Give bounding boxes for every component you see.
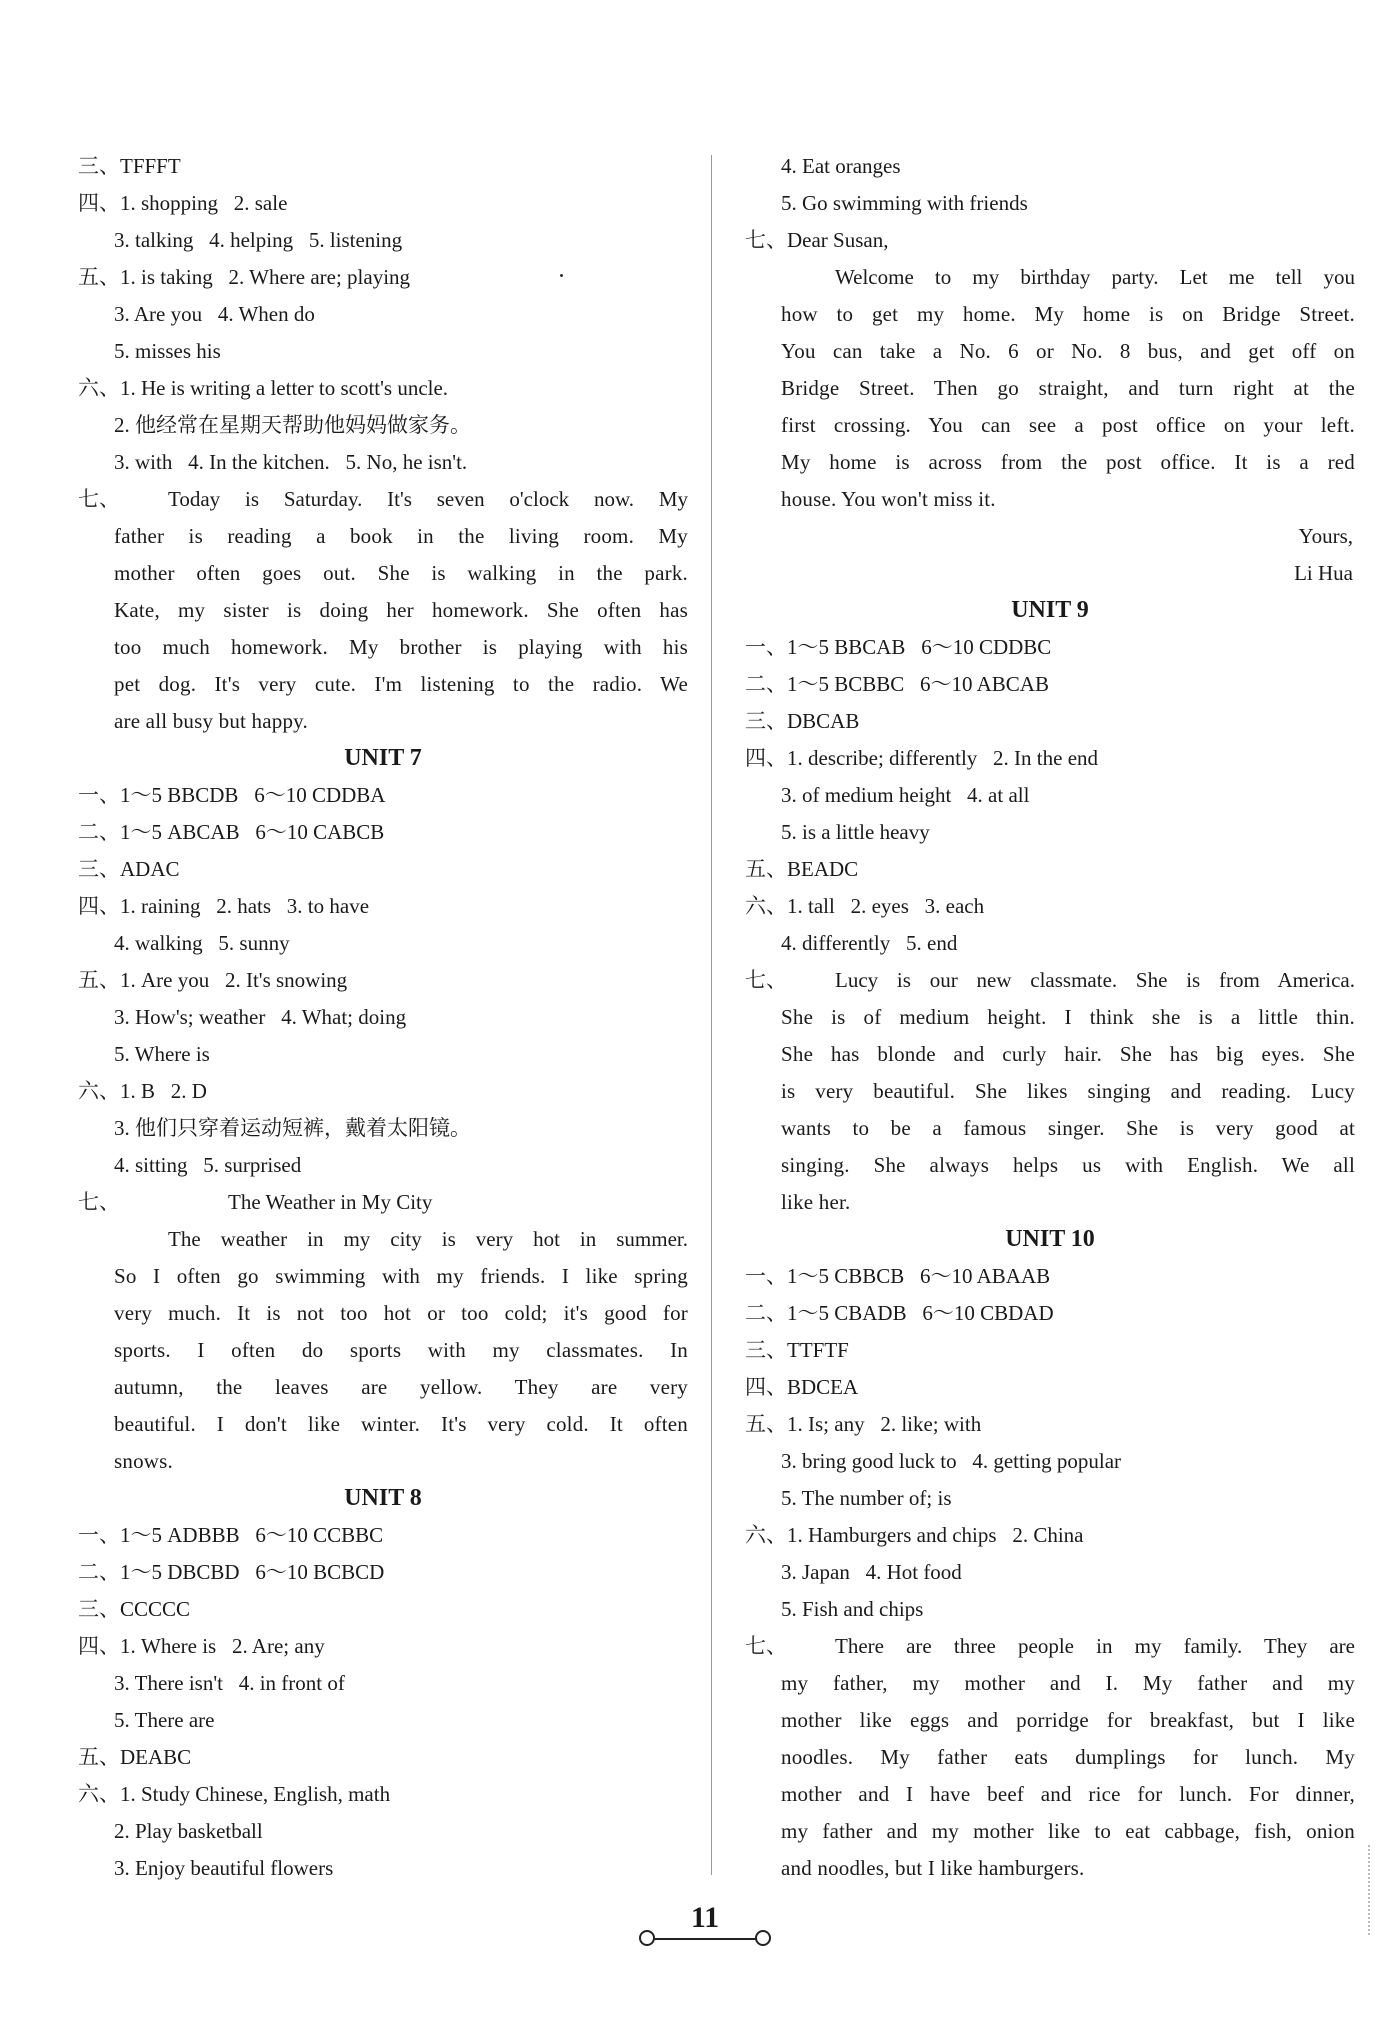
answer-line: 二、1～5 BCBBC 6～10 ABCAB	[745, 672, 1049, 696]
essay-text: Today is Saturday. It's seven o'clock now. My	[168, 487, 688, 511]
essay-line: singing. She always helps us with English. We all	[781, 1153, 1355, 1177]
essay-first-line	[745, 259, 1355, 296]
unit-heading: UNIT 9	[1011, 597, 1089, 623]
answer-line: 六、1. He is writing a letter to scott's uncle.	[78, 376, 449, 400]
answer-line: 5. is a little heavy	[781, 820, 930, 844]
essay-line: Bridge Street. Then go straight, and turn right at the	[781, 376, 1355, 400]
answer-line: 2. 他经常在星期天帮助他妈妈做家务。	[114, 413, 471, 437]
essay-title: The Weather in My City	[228, 1190, 433, 1214]
essay-line: how to get my home. My home is on Bridge Street.	[781, 302, 1355, 326]
answer-line: 3. There isn't 4. in front of	[114, 1671, 345, 1695]
essay-line: father is reading a book in the living room. My	[114, 524, 688, 548]
essay-line: You can take a No. 6 or No. 8 bus, and get off on	[781, 339, 1355, 363]
essay-line: house. You won't miss it.	[781, 487, 996, 511]
answer-line: 二、1～5 ABCAB 6～10 CABCB	[78, 820, 385, 844]
essay-line: snows.	[114, 1449, 173, 1473]
answer-line: 五、DEABC	[78, 1745, 192, 1769]
margin-dotted-rule	[1368, 1845, 1372, 1935]
answer-line: 3. of medium height 4. at all	[781, 783, 1030, 807]
ink-speck	[560, 274, 563, 277]
essay-text: There are three people in my family. They are	[835, 1634, 1355, 1658]
answer-line: 四、BDCEA	[745, 1375, 859, 1399]
answer-line: 4. differently 5. end	[781, 931, 958, 955]
essay-text: Lucy is our new classmate. She is from America.	[835, 968, 1355, 992]
letter-signoff: Li Hua	[1294, 561, 1353, 585]
answer-line: 三、TFFFT	[78, 154, 181, 178]
essay-line: like her.	[781, 1190, 851, 1214]
answer-line: 四、1. describe; differently 2. In the end	[745, 746, 1099, 770]
answer-line: 3. bring good luck to 4. getting popular	[781, 1449, 1122, 1473]
answer-line: 5. There are	[114, 1708, 215, 1732]
answer-line: 3. 他们只穿着运动短裤，戴着太阳镜。	[114, 1116, 471, 1140]
answer-line: 三、DBCAB	[745, 709, 860, 733]
answer-line: 3. Enjoy beautiful flowers	[114, 1856, 334, 1880]
answer-line: 六、1. B 2. D	[78, 1079, 207, 1103]
answer-line: 四、1. raining 2. hats 3. to have	[78, 894, 370, 918]
answer-line: 4. Eat oranges	[781, 154, 901, 178]
answer-line: 三、TTFTF	[745, 1338, 849, 1362]
answer-line: 二、1～5 CBADB 6～10 CBDAD	[745, 1301, 1054, 1325]
answer-line: 一、1～5 ADBBB 6～10 CCBBC	[78, 1523, 384, 1547]
essay-line: mother like eggs and porridge for breakfast, but I like	[781, 1708, 1355, 1732]
essay-line: mother and I have beef and rice for lunch. For dinner,	[781, 1782, 1355, 1806]
essay-line: too much homework. My brother is playing with his	[114, 635, 688, 659]
answer-line: 3. talking 4. helping 5. listening	[114, 228, 403, 252]
essay-line: sports. I often do sports with my classmates. In	[114, 1338, 688, 1362]
answer-line: 3. How's; weather 4. What; doing	[114, 1005, 407, 1029]
answer-line: 3. with 4. In the kitchen. 5. No, he isn't.	[114, 450, 468, 474]
page-number-box	[653, 1898, 757, 1940]
answer-line: 一、1～5 BBCAB 6～10 CDDBC	[745, 635, 1052, 659]
essay-line: are all busy but happy.	[114, 709, 308, 733]
section-label: 七、	[745, 1634, 787, 1658]
answer-line: 一、1～5 BBCDB 6～10 CDDBA	[78, 783, 386, 807]
essay-line: autumn, the leaves are yellow. They are very	[114, 1375, 688, 1399]
answer-line: 4. sitting 5. surprised	[114, 1153, 302, 1177]
essay-line: my father and my mother like to eat cabbage, fish, onion	[781, 1819, 1355, 1843]
answer-line: 二、1～5 DBCBD 6～10 BCBCD	[78, 1560, 385, 1584]
answer-line: 五、1. is taking 2. Where are; playing	[78, 265, 411, 289]
essay-first-line	[78, 481, 688, 518]
section-label: 七、	[78, 487, 120, 511]
answer-line: 四、1. shopping 2. sale	[78, 191, 288, 215]
page-number-right-ornament	[755, 1930, 771, 1946]
essay-text: The weather in my city is very hot in summer.	[168, 1227, 688, 1251]
essay-line: beautiful. I don't like winter. It's very cold. It often	[114, 1412, 688, 1436]
answer-line: 4. walking 5. sunny	[114, 931, 290, 955]
letter-signoff: Yours,	[1298, 524, 1353, 548]
essay-first-line	[745, 1628, 1355, 1665]
essay-line: wants to be a famous singer. She is very good at	[781, 1116, 1355, 1140]
unit-heading: UNIT 8	[344, 1485, 422, 1511]
essay-line: My home is across from the post office. It is a red	[781, 450, 1355, 474]
answer-line: 5. Fish and chips	[781, 1597, 924, 1621]
essay-line: very much. It is not too hot or too cold; it's good for	[114, 1301, 688, 1325]
essay-title-line	[78, 1184, 688, 1221]
answer-line: 五、1. Is; any 2. like; with	[745, 1412, 982, 1436]
essay-text: Welcome to my birthday party. Let me tell you	[835, 265, 1355, 289]
answer-line: 六、1. Study Chinese, English, math	[78, 1782, 391, 1806]
answer-line: 5. Go swimming with friends	[781, 191, 1028, 215]
essay-line: and noodles, but I like hamburgers.	[781, 1856, 1085, 1880]
page-number: 11	[690, 1901, 720, 1934]
answer-line: 四、1. Where is 2. Are; any	[78, 1634, 325, 1658]
section-label: 七、	[745, 968, 787, 992]
answer-line: 5. Where is	[114, 1042, 210, 1066]
answer-line: 三、CCCCC	[78, 1597, 191, 1621]
answer-line: 六、1. Hamburgers and chips 2. China	[745, 1523, 1084, 1547]
answer-line: 一、1～5 CBBCB 6～10 ABAAB	[745, 1264, 1051, 1288]
unit-heading: UNIT 10	[1005, 1226, 1095, 1252]
right-answer-column	[745, 148, 1355, 1887]
answer-line: 六、1. tall 2. eyes 3. each	[745, 894, 985, 918]
column-divider	[711, 155, 712, 1875]
answer-line: 2. Play basketball	[114, 1819, 263, 1843]
section-label: 七、	[78, 1190, 120, 1214]
answer-line: 三、ADAC	[78, 857, 180, 881]
answer-line: 3. Japan 4. Hot food	[781, 1560, 962, 1584]
answer-line: 3. Are you 4. When do	[114, 302, 315, 326]
essay-first-line	[78, 1221, 688, 1258]
answer-line: 七、Dear Susan,	[745, 228, 889, 252]
unit-heading: UNIT 7	[344, 745, 422, 771]
answer-line: 5. misses his	[114, 339, 221, 363]
essay-line: my father, my mother and I. My father and my	[781, 1671, 1355, 1695]
essay-first-line	[745, 962, 1355, 999]
answer-line: 五、1. Are you 2. It's snowing	[78, 968, 348, 992]
essay-line: Kate, my sister is doing her homework. She often has	[114, 598, 688, 622]
left-answer-column	[78, 148, 688, 1887]
essay-line: She has blonde and curly hair. She has big eyes. She	[781, 1042, 1355, 1066]
essay-line: pet dog. It's very cute. I'm listening to the radio. We	[114, 672, 688, 696]
essay-line: is very beautiful. She likes singing and reading. Lucy	[781, 1079, 1355, 1103]
answer-line: 5. The number of; is	[781, 1486, 952, 1510]
essay-line: noodles. My father eats dumplings for lunch. My	[781, 1745, 1355, 1769]
page-number-left-ornament	[639, 1930, 655, 1946]
essay-line: So I often go swimming with my friends. I like spring	[114, 1264, 688, 1288]
answer-line: 五、BEADC	[745, 857, 859, 881]
essay-line: first crossing. You can see a post office on your left.	[781, 413, 1355, 437]
essay-line: mother often goes out. She is walking in the park.	[114, 561, 688, 585]
essay-line: She is of medium height. I think she is a little thin.	[781, 1005, 1355, 1029]
